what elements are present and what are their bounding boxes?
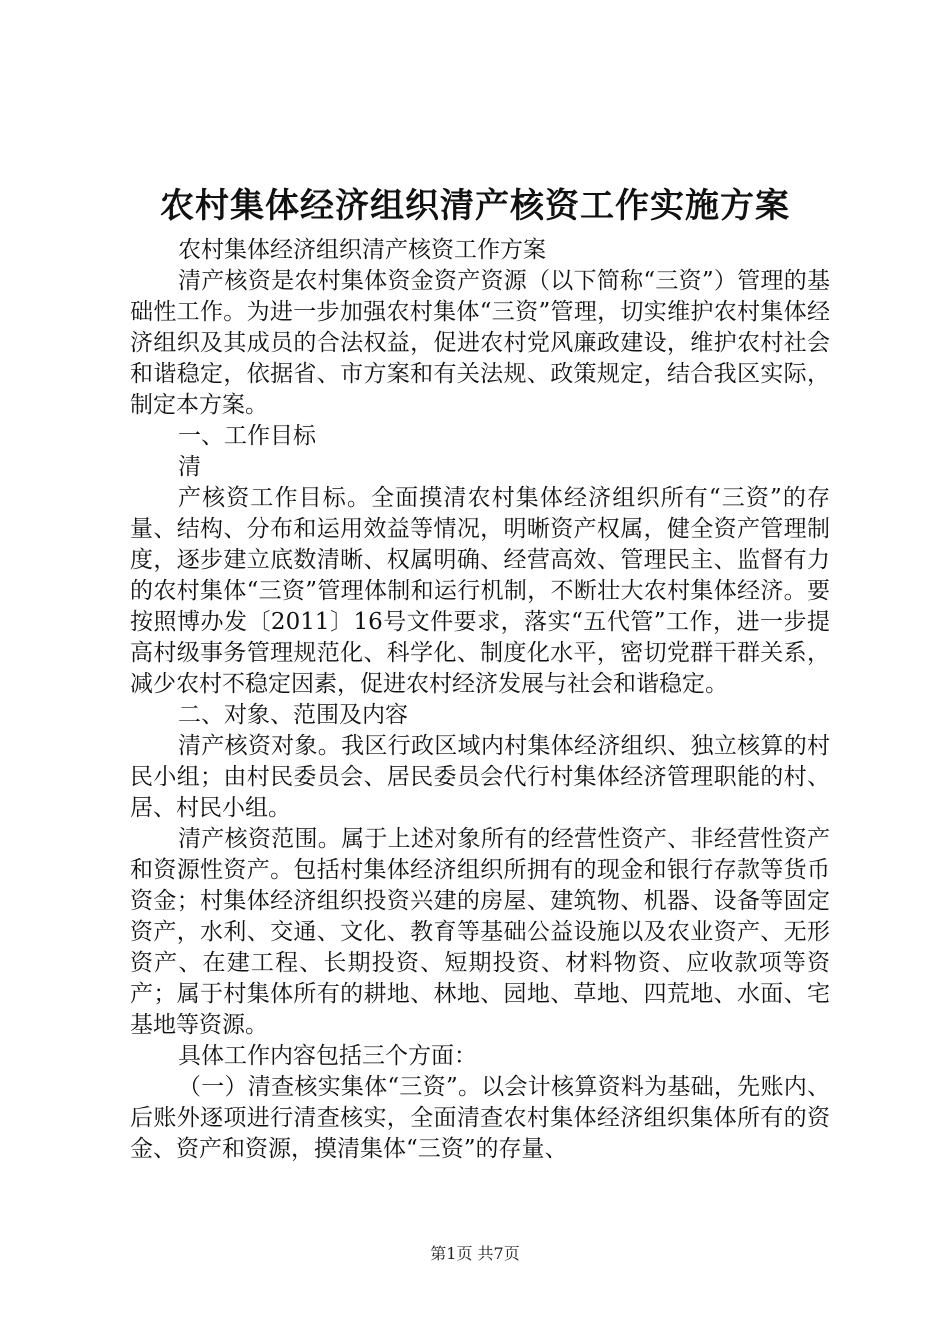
document-title: 农村集体经济组织清产核资工作实施方案 (160, 186, 790, 226)
paragraph-item-1: （一）清查核实集体“三资”。以会计核算资料为基础，先账内、后账外逐项进行清查核实，全面清查农村集体经济组织集体所有的资金、资产和资源，摸清集体“三资”的存量、 (130, 1074, 830, 1162)
paragraph-objects: 清产核资对象。我区行政区域内村集体经济组织、独立核算的村民小组；由村民委员会、居民委员会代行村集体经济管理职能的村、居、村民小组。 (130, 733, 830, 821)
document-body (130, 235, 830, 1165)
paragraph-content-intro: 具体工作内容包括三个方面： (178, 1043, 477, 1069)
section-heading-scope: 二、对象、范围及内容 (178, 702, 408, 728)
paragraph-subtitle: 农村集体经济组织清产核资工作方案 (178, 237, 546, 263)
paragraph-fragment: 清 (178, 454, 201, 480)
paragraph-intro: 清产核资是农村集体资金资产资源（以下简称“三资”）管理的基础性工作。为进一步加强农村集体“三资”管理，切实维护农村集体经济组织及其成员的合法权益，促进农村党风廉政建设，维护农村社会和谐稳定，依据省、市方案和有关法规、政策规定，结合我区实际，制定本方案。 (130, 268, 830, 418)
section-heading-goals: 一、工作目标 (178, 423, 316, 449)
paragraph-range: 清产核资范围。属于上述对象所有的经营性资产、非经营性资产和资源性资产。包括村集体经济组织所拥有的现金和银行存款等货币资金；村集体经济组织投资兴建的房屋、建筑物、机器、设备等固定资产，水利、交通、文化、教育等基础公益设施以及农业资产、无形资产、在建工程、长期投资、短期投资、材料物资、应收款项等资产；属于村集体所有的耕地、林地、园地、草地、四荒地、水面、宅基地等资源。 (130, 826, 830, 1038)
page-footer: 第1页 共7页 (430, 1244, 520, 1263)
paragraph-goals: 产核资工作目标。全面摸清农村集体经济组织所有“三资”的存量、结构、分布和运用效益等情况，明晰资产权属，健全资产管理制度，逐步建立底数清晰、权属明确、经营高效、管理民主、监督有力的农村集体“三资”管理体制和运行机制，不断壮大农村集体经济。要按照博办发〔2011〕16号文件要求，落实“五代管”工作，进一步提高村级事务管理规范化、科学化、制度化水平，密切党群干群关系，减少农村不稳定因素，促进农村经济发展与社会和谐稳定。 (130, 485, 830, 697)
